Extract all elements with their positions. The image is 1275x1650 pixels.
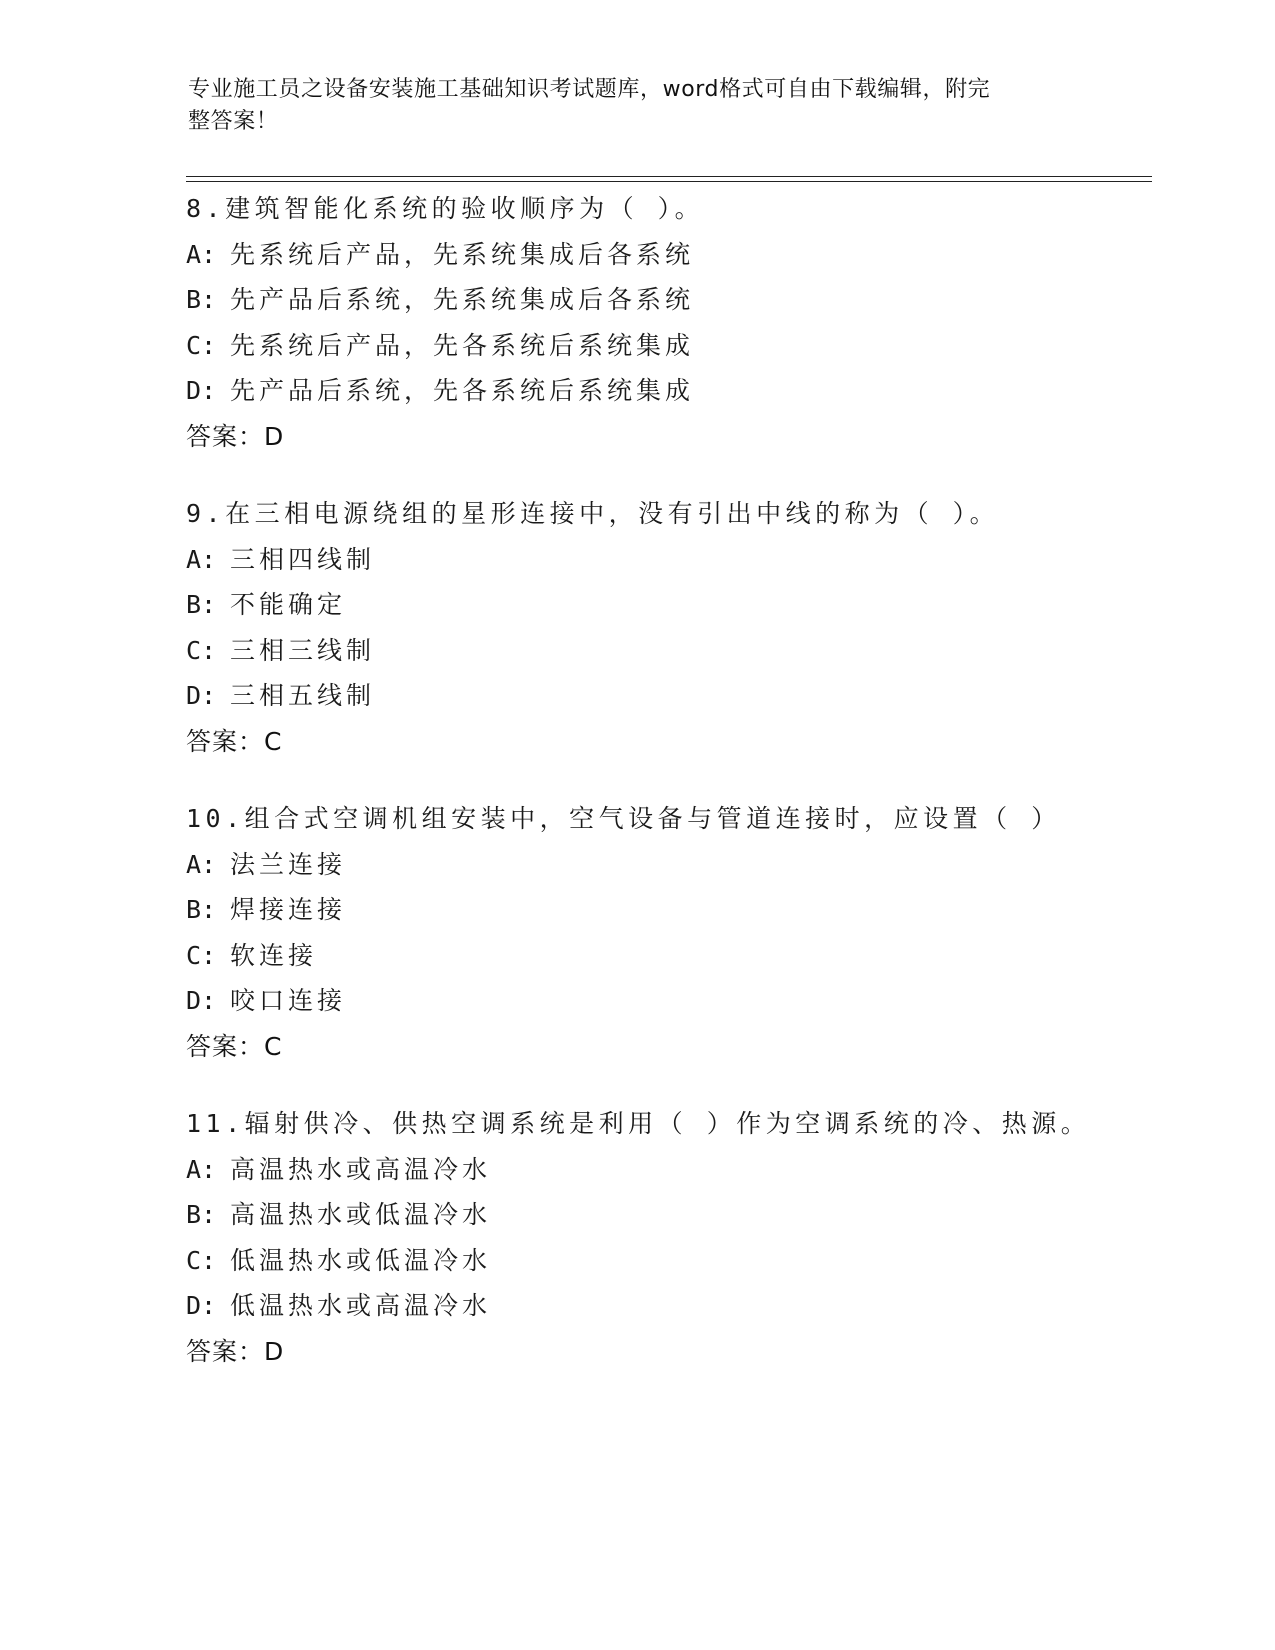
question-title: 9.在三相电源绕组的星形连接中，没有引出中线的称为（ ）。 <box>186 499 1000 528</box>
option-text: 三相三线制 <box>230 635 376 665</box>
option-b <box>186 277 1146 323</box>
option-text: 低温热水或高温冷水 <box>230 1291 492 1320</box>
option-key: D: <box>186 1291 217 1320</box>
option-text: 焊接连接 <box>230 895 347 924</box>
option-text: 先系统后产品，先各系统后系统集成 <box>230 330 695 360</box>
question-9 <box>186 491 1146 764</box>
answer: 答案：C <box>186 1031 283 1061</box>
option-a <box>186 1147 1146 1193</box>
option-text: 法兰连接 <box>230 849 347 879</box>
answer: 答案：C <box>186 726 283 756</box>
question-10 <box>186 796 1146 1069</box>
option-text: 不能确定 <box>230 590 347 619</box>
question-title: 10.组合式空调机组安装中，空气设备与管道连接时，应设置（ ） <box>186 804 1061 833</box>
header-divider-bottom <box>186 181 1152 182</box>
option-a <box>186 537 1146 583</box>
answer: 答案：D <box>186 421 285 451</box>
option-d <box>186 673 1146 719</box>
option-b <box>186 887 1146 933</box>
option-key: A: <box>186 544 217 574</box>
option-key: A: <box>186 1154 217 1184</box>
option-text: 先系统后产品，先系统集成后各系统 <box>230 239 695 269</box>
option-text: 高温热水或低温冷水 <box>230 1200 492 1229</box>
option-text: 三相五线制 <box>230 681 376 710</box>
option-key: A: <box>186 849 217 879</box>
document-header <box>188 74 1068 138</box>
option-key: C: <box>186 940 217 970</box>
option-text: 高温热水或高温冷水 <box>230 1154 492 1184</box>
question-11 <box>186 1101 1146 1374</box>
option-key: B: <box>186 895 217 924</box>
answer: 答案：D <box>186 1336 285 1366</box>
option-b <box>186 582 1146 628</box>
option-key: A: <box>186 239 217 269</box>
option-text: 软连接 <box>230 940 318 970</box>
option-key: B: <box>186 590 217 619</box>
question-8 <box>186 186 1146 459</box>
option-c <box>186 323 1146 369</box>
option-key: B: <box>186 285 217 314</box>
option-key: C: <box>186 635 217 665</box>
option-d <box>186 978 1146 1024</box>
option-c <box>186 628 1146 674</box>
option-text: 低温热水或低温冷水 <box>230 1245 492 1275</box>
header-divider-top <box>186 176 1152 177</box>
option-key: B: <box>186 1200 217 1229</box>
option-b <box>186 1192 1146 1238</box>
header-line-2: 整答案！ <box>188 109 279 134</box>
option-c <box>186 933 1146 979</box>
option-c <box>186 1238 1146 1284</box>
option-a <box>186 842 1146 888</box>
option-text: 咬口连接 <box>230 986 347 1015</box>
option-text: 先产品后系统，先系统集成后各系统 <box>230 285 695 314</box>
option-a <box>186 232 1146 278</box>
option-d <box>186 368 1146 414</box>
question-title: 11.辐射供冷、供热空调系统是利用（ ）作为空调系统的冷、热源。 <box>186 1109 1091 1138</box>
question-title: 8.建筑智能化系统的验收顺序为（ ）。 <box>186 194 705 223</box>
option-key: C: <box>186 330 217 360</box>
header-line-1: 专业施工员之设备安装施工基础知识考试题库，word格式可自由下载编辑，附完 <box>188 77 991 102</box>
option-key: D: <box>186 681 217 710</box>
option-text: 三相四线制 <box>230 544 376 574</box>
option-key: C: <box>186 1245 217 1275</box>
option-text: 先产品后系统，先各系统后系统集成 <box>230 376 695 405</box>
option-d <box>186 1283 1146 1329</box>
option-key: D: <box>186 376 217 405</box>
option-key: D: <box>186 986 217 1015</box>
